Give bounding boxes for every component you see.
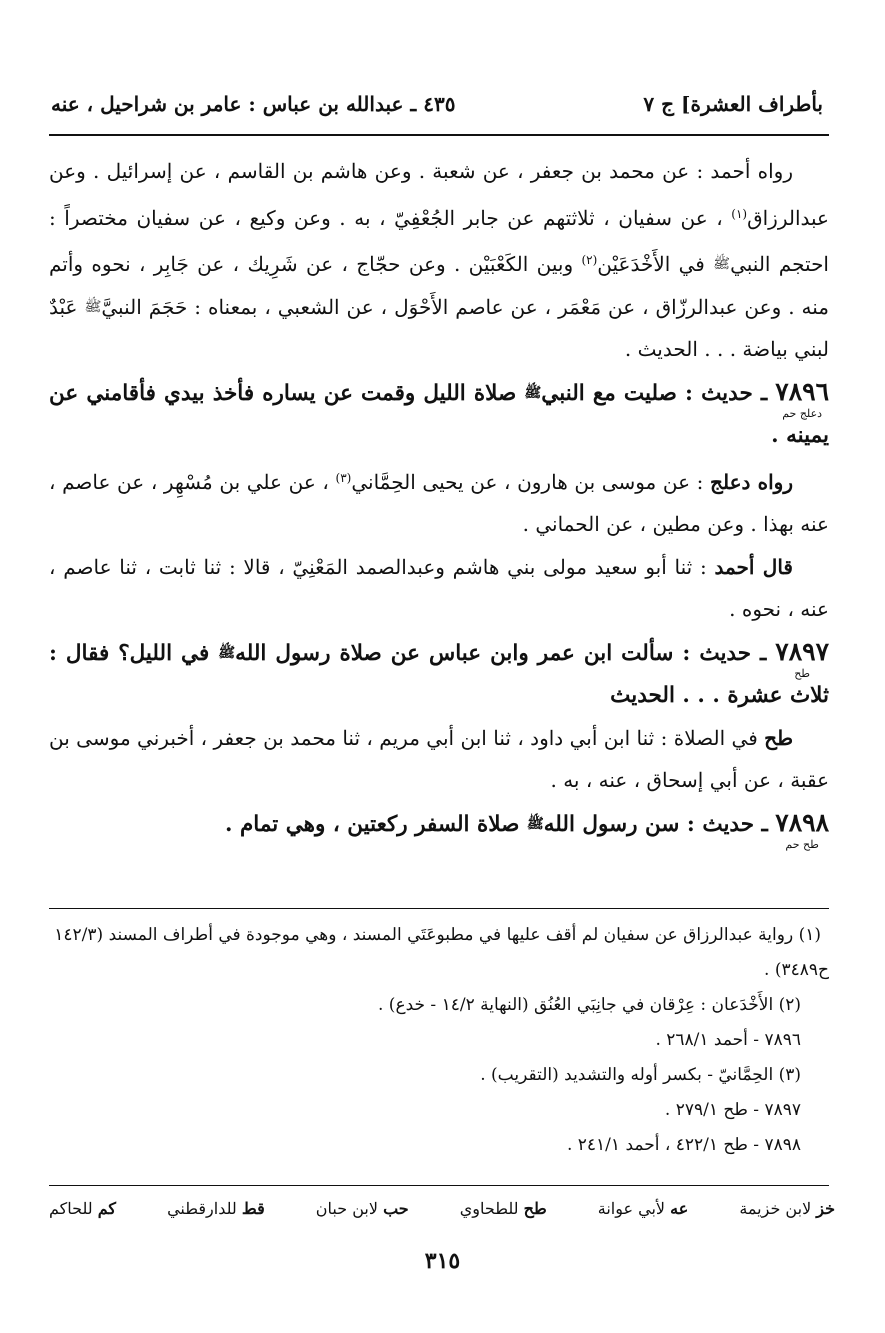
- legend-abbr: قط: [241, 1199, 265, 1218]
- legend-label: لابن حبان: [315, 1199, 378, 1218]
- page-number: ٣١٥: [424, 1248, 461, 1274]
- salawat-glyph: ﷺ: [84, 298, 102, 315]
- hadith-sigla: طح: [794, 666, 811, 680]
- hadith-number-text: ٧٨٩٧: [775, 636, 829, 666]
- header-rule: [49, 134, 829, 136]
- hadith-sigla: طح حم: [785, 837, 819, 851]
- running-head-volume: بأطراف العشرة] ج ٧: [643, 92, 823, 116]
- hadith-text: ـ حديث : سن رسول الله: [543, 811, 776, 837]
- text-run: : ثنا أبو سعيد مولى بني هاشم وعبدالصمد المَعْنِيّ ، قالا : ثنا ثابت ، ثنا عاصم ، عنه ، نحوه .: [49, 554, 829, 621]
- footnote-3: (٣) الحِمَّانيّ - بكسر أوله والتشديد (التقريب) .: [480, 1065, 801, 1085]
- hadith-number: [775, 376, 829, 420]
- hadith-7898: [49, 802, 829, 851]
- salawat-glyph: ﷺ: [526, 815, 544, 832]
- text-run: في الصلاة : ثنا ابن أبي داود ، ثنا ابن أبي مريم ، ثنا محمد بن جعفر ، أخبرني موسى بن عقبة ، عن أبي إسحاق ، عنه ، به .: [49, 725, 829, 792]
- text-run: وبين الكَعْبَيْن . وعن حجّاج ، عن شَرِيك ، عن جَابِر ، نحوه وأتم منه . وعن عبدالرزّاق ، عن مَعْمَر ، عن عاصم الأَحْوَل ، عن الشعبي ، بمعناه : حَجَمَ النبيَّ: [49, 252, 829, 319]
- source-ref-7896: ٧٨٩٦ - أحمد ٢٦٨/١ .: [655, 1030, 801, 1050]
- salawat-glyph: ﷺ: [713, 256, 731, 272]
- footnote-ref-2[interactable]: (٢): [581, 253, 598, 267]
- hadith-number: [775, 807, 829, 851]
- paragraph-ahmad-riwaya: [49, 150, 829, 371]
- abbreviation-legend: [49, 1195, 835, 1223]
- legend-item: [316, 1195, 409, 1223]
- legend-item: [167, 1195, 265, 1223]
- legend-label: للدارقطني: [167, 1199, 237, 1218]
- source-ref-7897: ٧٨٩٧ - طح ٢٧٩/١ .: [664, 1100, 801, 1120]
- text-run: : عن موسى بن هارون ، عن يحيى الحِمَّاني: [351, 469, 711, 494]
- legend-label: للحاكم: [49, 1199, 93, 1218]
- hadith-number-text: ٧٨٩٦: [775, 376, 829, 406]
- hadith-sigla: دعلج حم: [782, 406, 823, 420]
- text-run: ، عن علي بن مُسْهِر ، عن عاصم ، عنه بهذا . وعن مطين ، عن الحماني .: [49, 469, 829, 536]
- legend-label: للطحاوي: [459, 1199, 519, 1218]
- text-run: في الأَخْدَعَيْن: [597, 252, 714, 276]
- legend-item: [460, 1195, 547, 1223]
- hadith-text: ـ حديث : سألت ابن عمر وابن عباس عن صلاة رسول الله: [235, 640, 776, 666]
- running-head-section: ٤٣٥ ـ عبدالله بن عباس : عامر بن شراحيل ، عنه: [51, 92, 456, 116]
- hadith-text: ـ حديث : صليت مع النبي: [541, 380, 776, 406]
- source-lead: طح: [764, 725, 793, 750]
- running-head: [51, 84, 823, 124]
- paragraph-daalaj-riwaya: [49, 457, 829, 546]
- salawat-glyph: ﷺ: [218, 644, 236, 661]
- legend-label: لأبي عوانة: [597, 1199, 666, 1218]
- footnote-2: (٢) الأَخْدَعان : عِرْقان في جانِبَي العُنُق (النهاية ١٤/٢ - خدع) .: [378, 995, 801, 1015]
- legend-label: لابن خزيمة: [739, 1199, 812, 1218]
- footnote-1: (١) رواية عبدالرزاق عن سفيان لم أقف عليها في مطبوعَتَي المسند ، وهي موجودة في أطراف المسند (١٤٢/٣ ح٣٤٨٩) .: [54, 925, 829, 980]
- text-run: ، عن سفيان ، ثلاثتهم عن جابر الجُعْفِيّ ، به . وعن وكيع ، عن سفيان مختصراً : احتجم النبي: [49, 205, 829, 276]
- source-lead: رواه دعلج: [710, 469, 794, 494]
- hadith-7896: [49, 371, 829, 457]
- legend-abbr: حب: [383, 1199, 409, 1218]
- hadith-text: في الليل؟ فقال : ثلاث عشرة . . . الحديث: [49, 640, 829, 708]
- legend-abbr: خز: [816, 1199, 835, 1218]
- text-run: عَبْدٌ لبني بياضة . . . الحديث .: [49, 294, 829, 361]
- legend-abbr: عه: [670, 1199, 689, 1218]
- footnotes: [49, 918, 829, 1163]
- legend-rule: [49, 1185, 829, 1186]
- legend-item: [49, 1195, 116, 1223]
- main-text: [49, 150, 829, 851]
- legend-item: [598, 1195, 689, 1223]
- paragraph-tahawi-riwaya: [49, 717, 829, 802]
- legend-abbr: كم: [97, 1199, 117, 1218]
- hadith-text: صلاة الليل وقمت عن يساره فأخذ بيدي فأقامني عن يمينه .: [49, 380, 829, 448]
- legend-abbr: طح: [523, 1199, 547, 1218]
- text-run: رواه أحمد : عن محمد بن جعفر ، عن شعبة . وعن هاشم بن القاسم ، عن إسرائيل . وعن عبدالرزاق: [49, 159, 829, 230]
- salawat-glyph: ﷺ: [524, 384, 542, 401]
- footnote-ref-1[interactable]: (١): [731, 206, 748, 221]
- paragraph-ahmad-qala: [49, 546, 829, 631]
- footnote-rule: [49, 908, 829, 909]
- hadith-number-text: ٧٨٩٨: [775, 807, 829, 837]
- footnote-ref-3[interactable]: (٣): [335, 470, 352, 485]
- hadith-text: صلاة السفر ركعتين ، وهي تمام .: [224, 811, 527, 837]
- hadith-7897: [49, 631, 829, 717]
- legend-item: [739, 1195, 835, 1223]
- source-ref-7898: ٧٨٩٨ - طح ٤٢٢/١ ، أحمد ٢٤١/١ .: [566, 1135, 801, 1155]
- source-lead: قال أحمد: [714, 554, 793, 579]
- hadith-number: [775, 636, 829, 680]
